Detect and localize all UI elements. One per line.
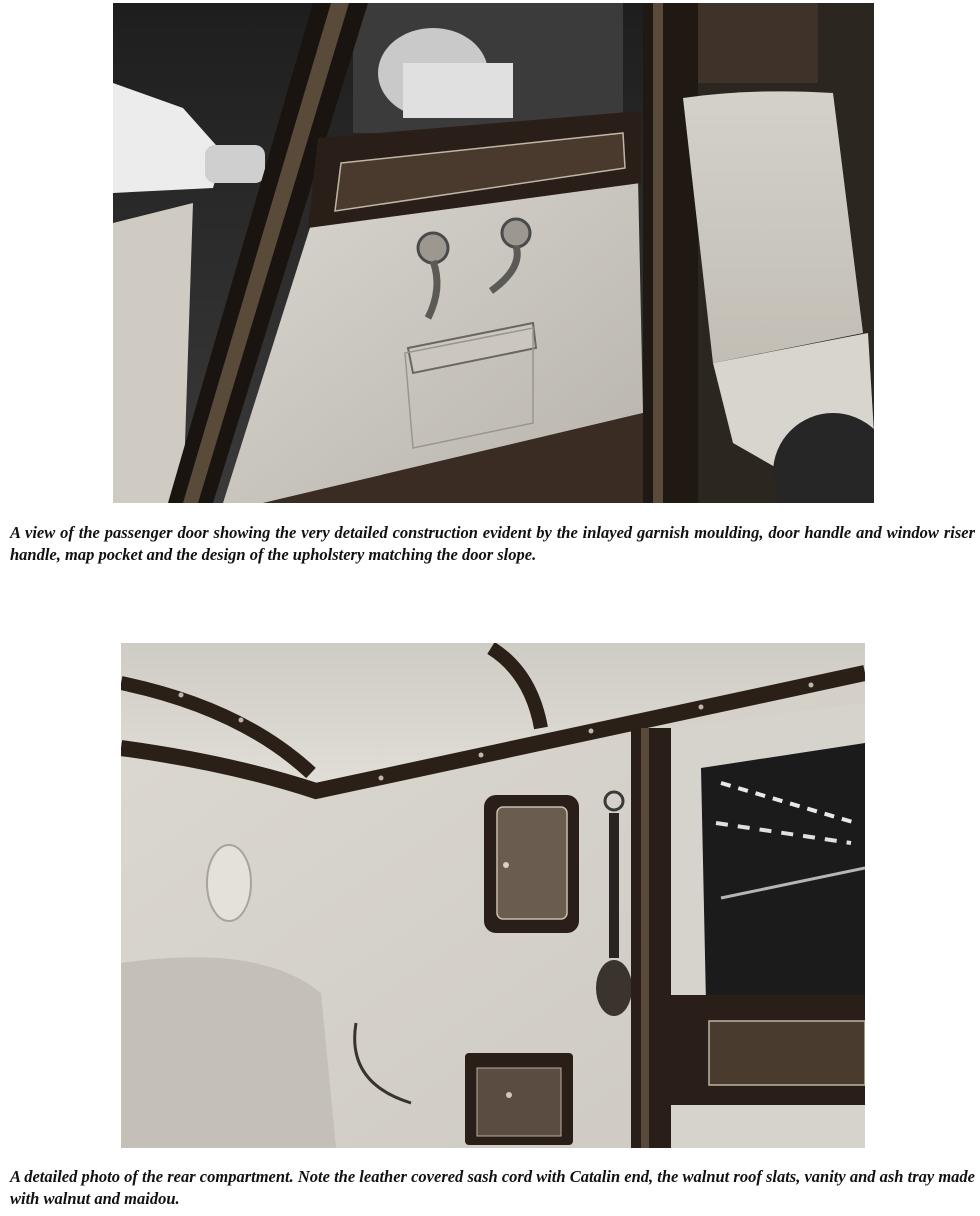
rear-compartment-photo xyxy=(121,643,865,1148)
passenger-door-illustration xyxy=(113,3,874,503)
figure-caption: A detailed photo of the rear compartment. Note the leather covered sash cord with Catalin end, the walnut roof slats, vanity and ash tray made with walnut and maidou. xyxy=(10,1167,975,1208)
rear-compartment-illustration xyxy=(121,643,865,1148)
figure-caption: A view of the passenger door showing the very detailed construction evident by the inlayed garnish moulding, door handle and window riser handle, map pocket and the design of the upholstery matching the door slope. xyxy=(10,523,975,564)
passenger-door-photo xyxy=(113,3,874,503)
